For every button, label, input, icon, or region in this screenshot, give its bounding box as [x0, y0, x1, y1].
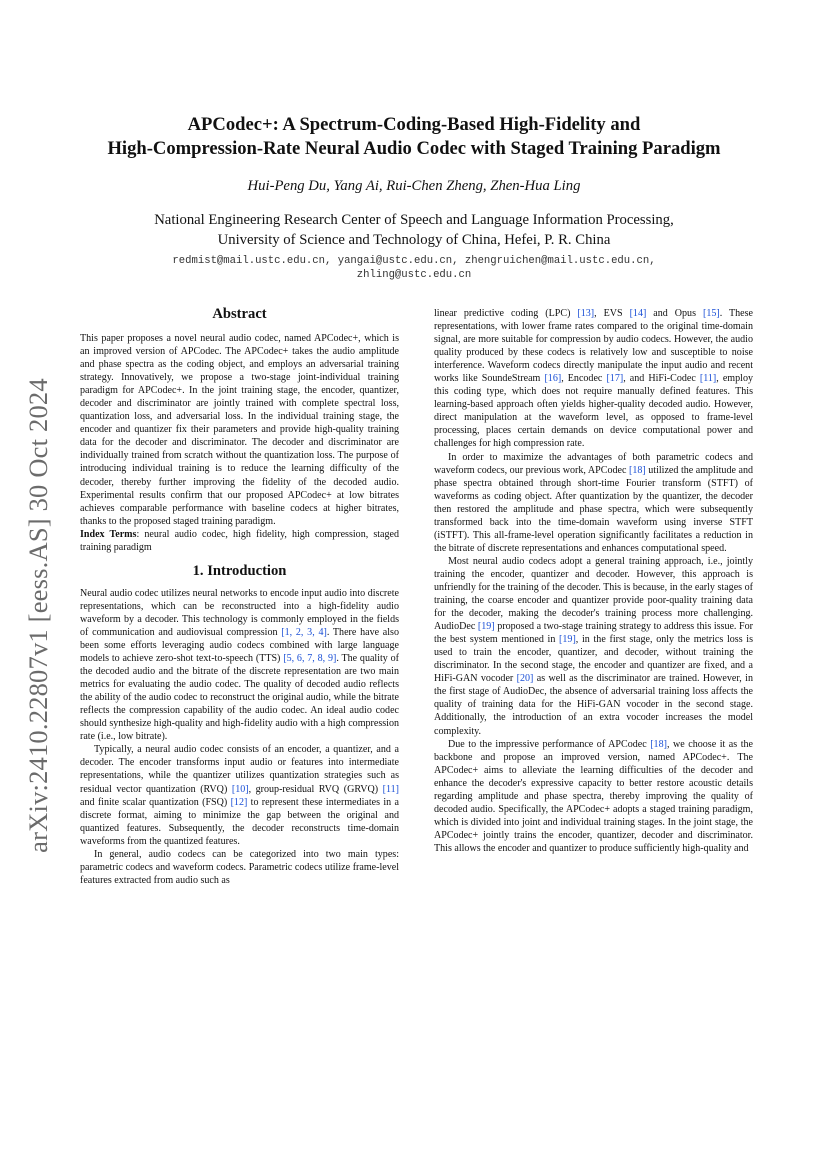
citation-link[interactable]: [19] — [559, 634, 576, 646]
citation-link[interactable]: [16] — [544, 373, 562, 385]
text-run: Typically, a neural audio codec consists of an encoder, a quantizer, and a decoder. The encoder transforms input audio or features into intermediate representations, while the quantizer utilizes quantization strategies such as residual vector quantization (RVQ) — [80, 744, 399, 795]
affiliation-line-1: National Engineering Research Center of Speech and Language Information Processing, — [154, 212, 674, 228]
intro-paragraph-2 — [80, 743, 399, 847]
citation-link[interactable]: [11] — [382, 783, 399, 795]
text-run: Neural audio codec utilizes neural networks to encode input audio into discrete representations, which can be reconstructed into a high-fidelity audio waveform by a decoder. This technology is commonly employed in the fields of communication and audiovisual compression — [80, 587, 399, 638]
abstract-body: This paper proposes a novel neural audio codec, named APCodec+, which is an improved version of APCodec. The APCodec+ takes the audio amplitude and phase spectra as the coding object, and employs an adversarial training strategy. Innovatively, we propose a two-stage joint-individual training paradigm for APCodec+. In the joint training stage, the encoder, quantizer, decoder and discriminator are jointly trained with complete spectral loss, quantization loss, and adversarial loss. In the individual training stage, the encoder and quantizer fix their parameters and provide high-quality training data for the decoder and discriminator. The decoder and discriminator are individually trained from scratch without the quantization loss. The purpose of introducing individual training is to reduce the learning difficulty of the decoder, thereby further improving the fidelity of the decoded audio. Experimental results confirm that our proposed APCodec+ at low bitrates achieves comparable performance with baseline codecs at higher bitrates, thanks to the proposed staged training paradigm. — [80, 333, 399, 527]
affiliation-line-2: University of Science and Technology of China, Hefei, P. R. China — [217, 231, 611, 248]
intro-paragraph-1 — [80, 587, 399, 744]
text-run: , and HiFi-Codec — [623, 373, 700, 385]
citation-link[interactable]: [17] — [606, 373, 624, 385]
text-run: , in the first stage, only the metrics loss is used to train the encoder, quantizer, and decoder, without training the discriminator. In the second stage, the encoder and quantizer are fixed, and a HiFi-GAN vocoder — [434, 634, 753, 685]
title-line-1: APCodec+: A Spectrum-Coding-Based High-Fidelity and — [187, 114, 641, 135]
arxiv-side-identifier — [22, 355, 54, 875]
affiliation — [80, 211, 748, 250]
index-terms-label: Index Terms — [80, 528, 137, 540]
text-run: . The quality of the decoded audio and the bitrate of the discrete representation are two main metrics for evaluating the audio codec. The quality of decoded audio reflects the ability of the audio codec to reconstruct the original audio, while the bitrate reflects the compression capability of the audio codec. An ideal audio codec should synthesize high-quality and high-fidelity audio with a high compression rate (i.e., low bitrate). — [80, 653, 399, 743]
text-run: , EVS — [594, 308, 630, 319]
citation-link[interactable]: [14] — [629, 308, 647, 319]
text-run: as well as the discriminator are trained. However, in the first stage of AudioDec, the absence of adversarial training loss affects the quality of training data for the HiFi-GAN vocoder in the second stage. Additionally, the introduction of an extra vocoder increases the model complexity. — [434, 673, 754, 737]
arxiv-id-text: arXiv:2410.22807v1 [eess.AS] 30 Oct 2024 — [22, 377, 53, 853]
right-paragraph-4 — [434, 738, 753, 855]
text-run: , employ this coding type, which does not require manually defined features. This learning-based approach often yields higher-quality decoded audio. However, direct manipulation at the waveform level, as opposed to frame-level processing, places certain demands on device computational power and challenges for high compression rate. — [434, 373, 753, 450]
citation-link[interactable]: [1, 2, 3, 4] — [281, 626, 327, 638]
emails-line-1: redmist@mail.ustc.edu.cn, yangai@ustc.edu.cn, zhengruichen@mail.ustc.edu.cn, — [172, 255, 656, 267]
introduction-heading: 1. Introduction — [192, 562, 287, 579]
text-run: , we choose it as the backbone and propose an improved version, named APCodec+. The APCodec+ aims to alleviate the learning difficulties of the decoder and enhance the decoder's expressive capacity to better restore acoustic details regarding amplitude and phase spectra, thereby improving the quality of decoded audio. Specifically, the APCodec+ adopts a staged training paradigm, which is divided into joint and individual training stages. In the joint stage, the APCodec+ jointly trains the encoder, quantizer, decoder and discriminator. This allows the encoder and quantizer to produce sufficiently high-quality and — [434, 738, 753, 854]
text-run: linear predictive coding (LPC) — [434, 308, 578, 319]
index-terms — [80, 528, 399, 554]
right-column — [434, 307, 753, 855]
right-paragraph-1 — [434, 307, 753, 451]
right-paragraph-2 — [434, 451, 753, 555]
citation-link[interactable]: [5, 6, 7, 8, 9] — [283, 653, 337, 665]
title-line-2: High-Compression-Rate Neural Audio Codec with Staged Training Paradigm — [107, 138, 721, 159]
text-run: In order to maximize the advantages of both parametric codecs and waveform codecs, our previous work, APCodec — [434, 451, 753, 476]
citation-link[interactable]: [12] — [230, 796, 248, 808]
text-run: utilized the amplitude and phase spectra obtained through short-time Fourier transform (STFT) of waveforms as coding object. After quantization by the quantizer, the decoder then restored the amplitude and phase spectra, which were subsequently transformed back into the time-domain waveform using inverse STFT (iSTFT). This all-frame-level operation significantly facilitates a reduction in the bitrate of discrete representations and enhances computational speed. — [434, 464, 753, 554]
text-run: , group-residual RVQ (GRVQ) — [248, 783, 383, 795]
abstract-heading: Abstract — [212, 306, 267, 322]
text-run: to represent these intermediates in a discrete format, aiming to minimize the gap between the original and quantized features. Subsequently, the decoder reconstructs time-domain waveforms from the quantized features. — [80, 796, 399, 847]
text-run: . There have also been some efforts leveraging audio codecs combined with large language models to achieve zero-shot text-to-speech (TTS) — [80, 626, 399, 665]
citation-link[interactable]: [18] — [628, 464, 646, 476]
author-emails — [80, 254, 748, 282]
index-terms-text: : neural audio codec, high fidelity, high compression, staged training paradigm — [80, 528, 399, 553]
text-run: and finite scalar quantization (FSQ) — [80, 796, 231, 808]
text-run: . These representations, with lower frame rates compared to the original time-domain signal, are more suitable for compression by audio codecs. However, the audio quality produced by these codecs is relatively low and susceptible to noise interference. Waveform codecs directly manipulate the input audio and recent works like SoundeStream — [434, 308, 754, 385]
emails-line-2: zhling@ustc.edu.cn — [356, 269, 472, 281]
text-run: , Encodec — [561, 373, 607, 385]
citation-link[interactable]: [19] — [477, 621, 495, 633]
text-run: and Opus — [646, 308, 703, 319]
citation-link[interactable]: [13] — [577, 308, 595, 319]
left-column — [80, 305, 399, 887]
intro-paragraph-3: In general, audio codecs can be categorized into two main types: parametric codecs and waveform codecs. Parametric codecs utilize frame-level features extracted from audio such as — [80, 848, 399, 886]
text-run: Due to the impressive performance of APCodec — [448, 738, 651, 750]
text-run: proposed a two-stage training strategy to address this issue. For the best system mentioned in — [434, 621, 753, 646]
citation-link[interactable]: [15] — [702, 308, 720, 319]
right-paragraph-3 — [434, 555, 753, 738]
citation-link[interactable]: [10] — [231, 783, 249, 795]
author-list: Hui-Peng Du, Yang Ai, Rui-Chen Zheng, Zhen-Hua Ling — [247, 178, 581, 194]
citation-link[interactable]: [20] — [516, 673, 534, 685]
citation-link[interactable]: [18] — [650, 738, 667, 750]
paper-title — [80, 113, 748, 161]
citation-link[interactable]: [11] — [699, 373, 717, 385]
text-run: Most neural audio codecs adopt a general training approach, i.e., jointly training the encoder, quantizer and decoder. However, this approach is unfriendly for the training of the decoder. This is because, in the early stages of training, the coarse encoder and quantizer provide poor-quality training data for the decoder, making the decoder's training process more challenging. AudioDec — [434, 555, 753, 633]
